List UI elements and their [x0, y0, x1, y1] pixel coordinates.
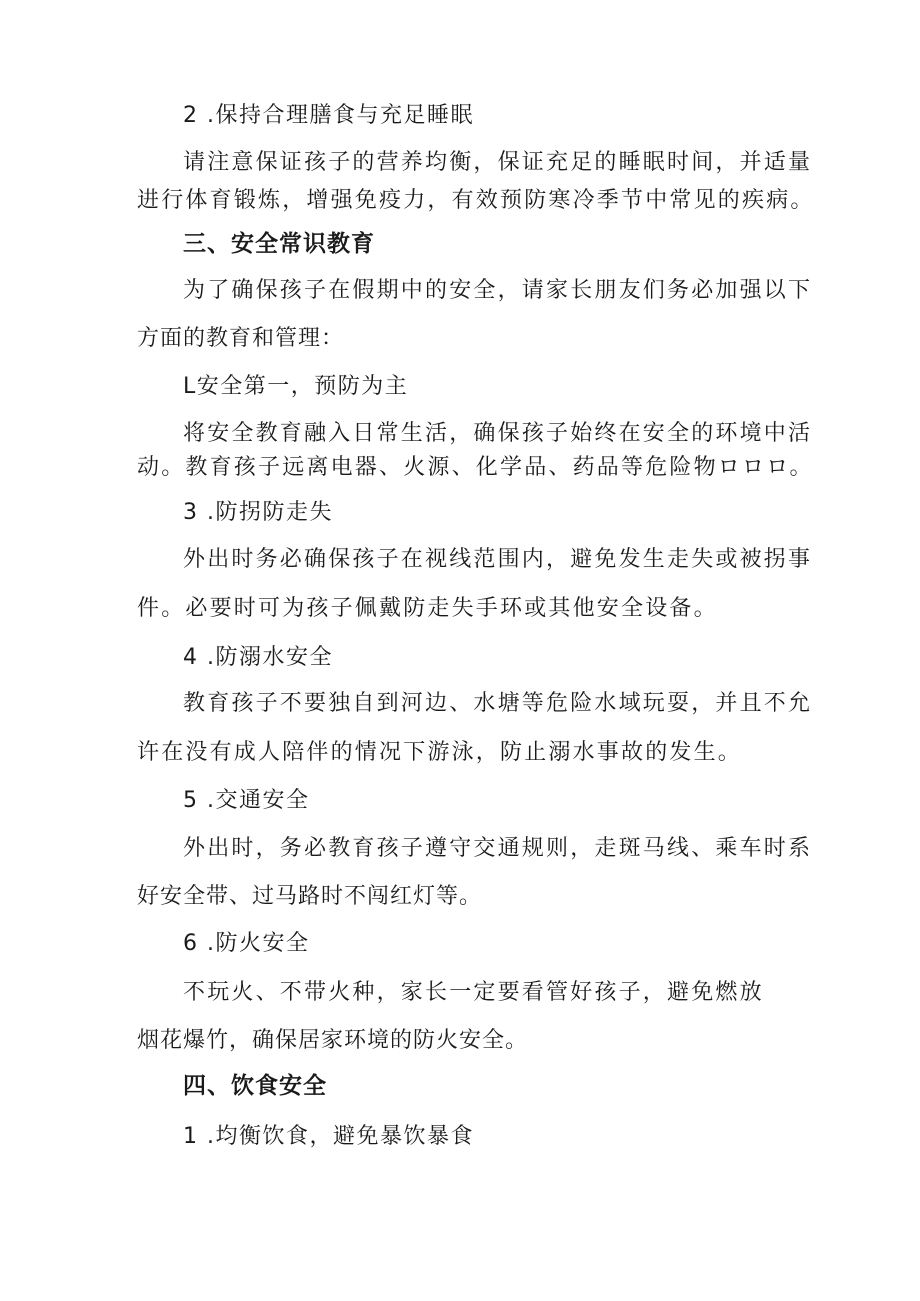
- paragraph-line: 请注意保证孩子的营养均衡，保证充足的睡眠时间，并适量: [183, 150, 813, 175]
- item-heading-drowning: 4 .防溺水安全: [183, 645, 333, 670]
- paragraph-line: 外出时务必确保孩子在视线范围内，避免发生走失或被拐事: [183, 547, 813, 572]
- item-heading-balanced-diet: 1 .均衡饮食，避免暴饮暴食: [183, 1124, 474, 1149]
- section-heading-food-safety: 四、饮食安全: [183, 1073, 327, 1099]
- paragraph-line: 不玩火、不带火种，家长一定要看管好孩子，避免燃放: [183, 980, 764, 1005]
- paragraph-line: 为了确保孩子在假期中的安全，请家长朋友们务必加强以下: [183, 278, 813, 303]
- paragraph-line: 将安全教育融入日常生活，确保孩子始终在安全的环境中活: [183, 421, 813, 446]
- paragraph-line: 好安全带、过马路时不闯红灯等。: [137, 884, 483, 909]
- paragraph-line: 许在没有成人陪伴的情况下游泳，防止溺水事故的发生。: [137, 740, 743, 765]
- item-heading-anti-abduction: 3 .防拐防走失: [183, 500, 333, 525]
- paragraph-line: 方面的教育和管理：: [137, 326, 345, 351]
- paragraph-line: 烟花爆竹，确保居家环境的防火安全。: [137, 1028, 529, 1053]
- paragraph-line: 教育孩子不要独自到河边、水塘等危险水域玩耍，并且不允: [183, 691, 813, 716]
- paragraph-line: 进行体育锻炼，增强免疫力，有效预防寒冷季节中常见的疾病。: [137, 188, 815, 213]
- paragraph-line: 件。必要时可为孩子佩戴防走失手环或其他安全设备。: [137, 596, 718, 621]
- item-heading-safety-first: L安全第一，预防为主: [183, 374, 409, 399]
- item-heading-diet-sleep: 2 .保持合理膳食与充足睡眠: [183, 103, 474, 128]
- paragraph-line: 动。教育孩子远离电器、火源、化学品、药品等危险物ロロロ。: [137, 455, 814, 480]
- section-heading-safety-education: 三、安全常识教育: [183, 231, 375, 257]
- paragraph-line: 外出时，务必教育孩子遵守交通规则，走斑马线、乘车时系: [183, 836, 813, 861]
- item-heading-fire: 6 .防火安全: [183, 931, 310, 956]
- item-heading-traffic: 5 .交通安全: [183, 788, 310, 813]
